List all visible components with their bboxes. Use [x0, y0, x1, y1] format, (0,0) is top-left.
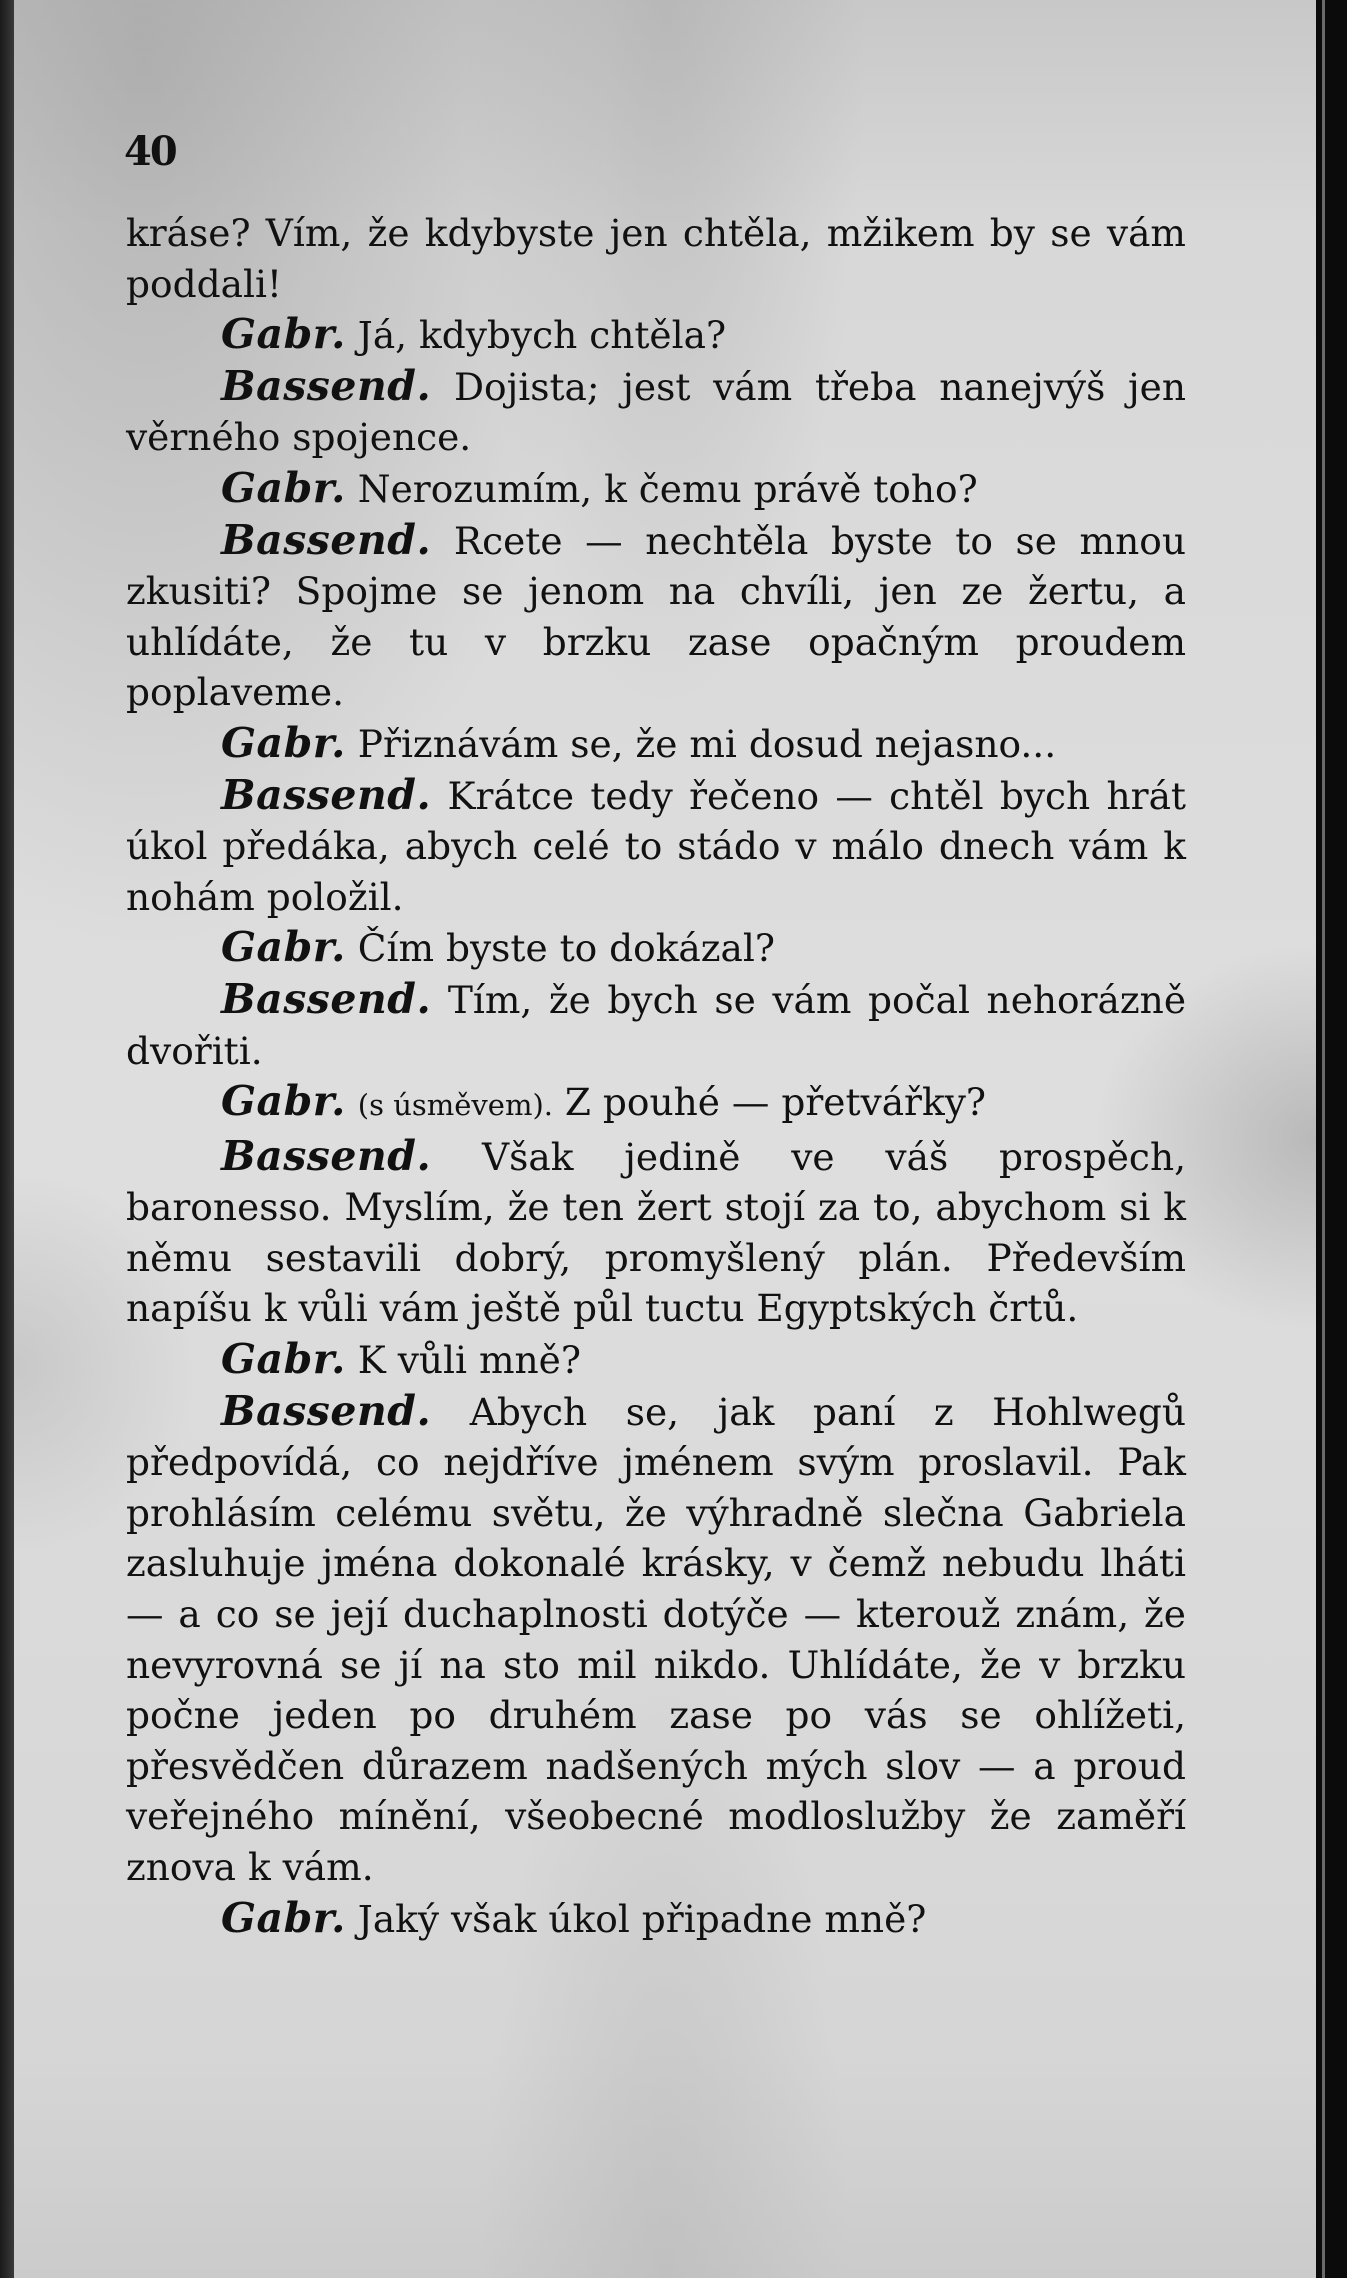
speaker-name: Gabr. — [221, 310, 346, 359]
paragraph-continuation — [126, 208, 1186, 309]
speaker-name: Bassend. — [221, 1386, 432, 1435]
speaker-name: Bassend. — [221, 974, 432, 1023]
page-text — [126, 208, 1186, 1944]
stage-direction: (s úsměvem). — [357, 1088, 553, 1123]
dialogue-line — [126, 361, 1186, 463]
paragraph-text: krásе? Vím, že kdybyste jen chtěla, mžikem by se vám poddali! — [126, 211, 1186, 306]
speaker-name: Gabr. — [221, 1335, 346, 1384]
dialogue-line — [126, 718, 1186, 770]
dialogue-line — [126, 463, 1186, 515]
dialogue-text: K vůli mně? — [357, 1338, 581, 1383]
speaker-name: Gabr. — [221, 463, 346, 512]
dialogue-text: Krátce tedy řečeno — chtěl bych hrát úkol předáka, abych celé to stádo v málo dnech vám k nohám položil. — [126, 773, 1186, 919]
dialogue-line — [126, 309, 1186, 361]
dialogue-line — [126, 770, 1186, 923]
dialogue-text: Nerozumím, k čemu právě toho? — [357, 466, 978, 511]
speaker-name: Gabr. — [221, 923, 346, 972]
speaker-name: Bassend. — [221, 515, 432, 564]
dialogue-text: Jaký však úkol připadne mně? — [357, 1896, 927, 1941]
book-gutter-left — [0, 0, 14, 2278]
dialogue-text: Dojista; jest vám třeba nanejvýš jen věrného spojence. — [126, 364, 1187, 460]
dialogue-line — [126, 922, 1186, 974]
speaker-name: Gabr. — [221, 1893, 346, 1942]
dialogue-line — [126, 1386, 1186, 1893]
speaker-name: Bassend. — [221, 770, 432, 819]
dialogue-text: Z pouhé — přetvářky? — [564, 1080, 986, 1125]
dialogue-line — [126, 515, 1186, 718]
speaker-name: Gabr. — [221, 718, 346, 767]
dialogue-line — [126, 1076, 1186, 1131]
book-page — [14, 0, 1316, 2278]
dialogue-text: Tím, že bych se vám počal nehorázně dvořiti. — [126, 977, 1187, 1073]
dialogue-line — [126, 1893, 1186, 1945]
page-edge-line — [1322, 0, 1325, 2278]
dialogue-text: Já, kdybych chtěla? — [357, 313, 727, 358]
speaker-name: Bassend. — [221, 361, 432, 410]
page-number: 40 — [124, 128, 176, 175]
speaker-name: Gabr. — [221, 1077, 346, 1126]
dialogue-text: Přiznávám se, že mi dosud nejasno... — [357, 721, 1057, 766]
dialogue-text: Čím byste to dokázal? — [357, 926, 776, 971]
dialogue-text: Rcete — nechtěla byste to se mnou zkusiti? Spojme se jenom na chvíli, jen ze žertu, a uhlídáte, že tu v brzku zase opačným proudem poplaveme. — [126, 518, 1186, 715]
speaker-name: Bassend. — [221, 1131, 432, 1180]
dialogue-line — [126, 1131, 1186, 1334]
dialogue-line — [126, 974, 1186, 1076]
dialogue-text: Však jedině ve váš prospěch, baronesso. Myslím, že ten žert stojí za to, abychom si k němu sestavili dobrý, promyšlený plán. Především napíšu k vůli vám ještě půl tuctu Egyptských črtů. — [126, 1134, 1187, 1331]
book-edge-right — [1316, 0, 1347, 2278]
dialogue-line — [126, 1334, 1186, 1386]
dialogue-text: Abych se, jak paní z Hohlwegů předpovídá, co nejdříve jménem svým proslavil. Pak prohlásím celému světu, že výhradně slečna Gabriela zasluhuje jména dokonalé krásky, v čemž nebudu lháti — a co se její duchaplnosti dotýče — kterouž znám, že nevyrovná se jí na sto mil nikdo. Uhlídáte, že v brzku počne jeden po druhém zase po vás se ohlížeti, přesvědčen důrazem nadšených mých slov — a proud veřejného mínění, všeobecné modloslužby že zaměří znova k vám. — [126, 1389, 1187, 1889]
